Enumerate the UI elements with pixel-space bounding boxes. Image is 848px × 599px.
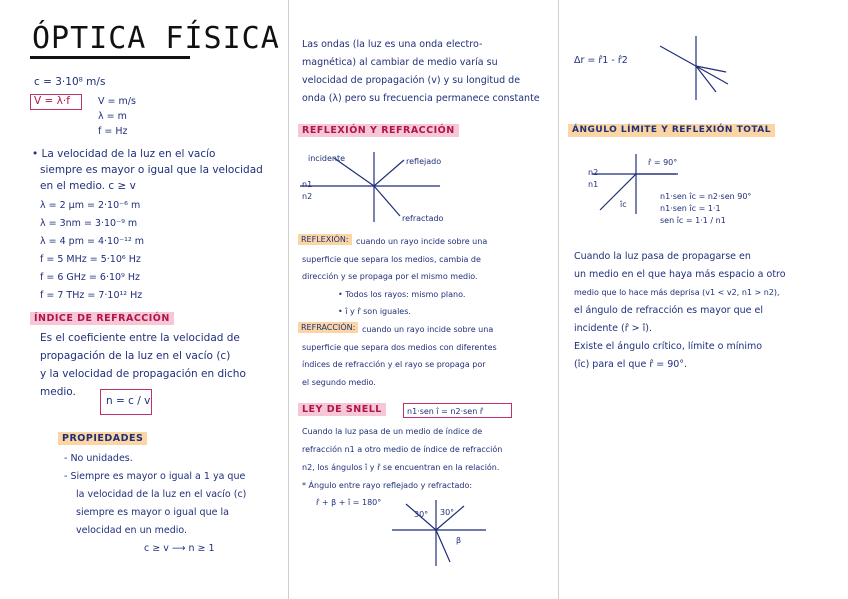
indice-heading: ÍNDICE DE REFRACCIÓN xyxy=(30,312,174,325)
wave-formula: V = λ·f xyxy=(34,95,70,107)
indice-text-2: propagación de la luz en el vacío (c) xyxy=(40,350,231,362)
bullet-line-3: en el medio. c ≥ v xyxy=(40,180,136,192)
refraccion-text-3: índices de refracción y el rayo se propaga por xyxy=(302,360,486,369)
prop-item-3: la velocidad de la luz en el vacío (c) xyxy=(76,489,247,500)
unit-lambda: λ = m xyxy=(98,111,127,122)
prop-item-4: siempre es mayor o igual que la xyxy=(76,507,229,518)
example-3: λ = 4 pm = 4·10⁻¹² m xyxy=(40,236,145,247)
snell-eq: r̂ + β + î = 180° xyxy=(316,498,382,507)
limite-eq-2: n1·sen îc = 1·1 xyxy=(660,204,721,213)
refraccion-text-4: el segundo medio. xyxy=(302,378,376,387)
limite-text-3: medio que lo hace más deprisa (v1 < v2, n1 > n2), xyxy=(574,288,780,297)
prop-final: c ≥ v ⟶ n ≥ 1 xyxy=(144,543,215,554)
snell-beta: β xyxy=(456,536,462,545)
indice-text-3: y la velocidad de propagación en dicho xyxy=(40,368,246,380)
reflexion-text-3: dirección y se propaga por el mismo medio. xyxy=(302,272,478,281)
snell-text-1: Cuando la luz pasa de un medio de índice de xyxy=(302,427,483,436)
angulo-limite-heading: ÁNGULO LÍMITE Y REFLEXIÓN TOTAL xyxy=(568,124,775,137)
limite-eq-3: sen îc = 1·1 / n1 xyxy=(660,216,726,225)
label-r90: r̂ = 90° xyxy=(648,158,678,167)
limite-eq-1: n1·sen îc = n2·sen 90° xyxy=(660,192,752,201)
example-6: f = 7 THz = 7·10¹² Hz xyxy=(40,290,143,301)
intro-3: velocidad de propagación (v) y su longitud de xyxy=(302,75,521,86)
bullet-line-2: siempre es mayor o igual que la velocidad xyxy=(40,164,263,176)
refraccion-label: REFRACCIÓN: xyxy=(298,322,358,333)
label-n2-c3: n2 xyxy=(588,168,599,177)
refraccion-text-2: superficie que separa dos medios con diferentes xyxy=(302,343,497,352)
title-underline xyxy=(30,56,190,59)
label-incidente: incidente xyxy=(308,154,346,163)
indice-text-1: Es el coeficiente entre la velocidad de xyxy=(40,332,240,344)
label-n1-c3: n1 xyxy=(588,180,599,189)
prop-item-5: velocidad en un medio. xyxy=(76,525,188,536)
example-2: λ = 3nm = 3·10⁻⁹ m xyxy=(40,218,138,229)
label-refractado: refractado xyxy=(402,214,444,223)
snell-text-3: n2, los ángulos î y r̂ se encuentran en la relación. xyxy=(302,463,500,472)
example-5: f = 6 GHz = 6·10⁹ Hz xyxy=(40,272,141,283)
page-title: ÓPTICA FÍSICA xyxy=(32,21,280,56)
limite-text-7: (îc) para el que r̂ = 90°. xyxy=(574,359,688,370)
example-1: λ = 2 μm = 2·10⁻⁶ m xyxy=(40,200,141,211)
limite-text-1: Cuando la luz pasa de propagarse en xyxy=(574,251,751,262)
speed-of-light: c = 3·10⁸ m/s xyxy=(34,76,106,88)
unit-v: V = m/s xyxy=(98,96,136,107)
delta-diagram xyxy=(656,34,736,104)
column-divider-1 xyxy=(288,0,289,599)
label-ic: îc xyxy=(620,200,627,209)
limite-text-6: Existe el ángulo crítico, límite o mínimo xyxy=(574,341,763,352)
intro-1: Las ondas (la luz es una onda electro- xyxy=(302,39,483,50)
reflexion-text-2: superficie que separa los medios, cambia de xyxy=(302,255,481,264)
limite-text-2: un medio en el que haya más espacio a otro xyxy=(574,269,786,280)
n-formula: n = c / v xyxy=(106,395,151,407)
snell-angle-2: 30° xyxy=(440,508,455,517)
label-n2: n2 xyxy=(302,192,313,201)
reflexion-bullet-1: • Todos los rayos: mismo plano. xyxy=(338,290,466,299)
bullet-line-1: • La velocidad de la luz en el vacío xyxy=(32,148,216,160)
snell-heading: LEY DE SNELL xyxy=(298,403,386,416)
snell-formula: n1·sen î = n2·sen r̂ xyxy=(407,407,484,416)
limite-text-4: el ángulo de refracción es mayor que el xyxy=(574,305,763,316)
indice-text-4: medio. xyxy=(40,386,76,398)
snell-note: * Ángulo entre rayo reflejado y refractado: xyxy=(302,481,473,490)
label-n1: n1 xyxy=(302,180,313,189)
example-4: f = 5 MHz = 5·10⁶ Hz xyxy=(40,254,141,265)
reflexion-bullet-2: • î y r̂ son iguales. xyxy=(338,307,411,316)
reflexion-refraccion-heading: REFLEXIÓN Y REFRACCIÓN xyxy=(298,124,459,137)
propiedades-heading: PROPIEDADES xyxy=(58,432,147,445)
column-divider-2 xyxy=(558,0,559,599)
delta-r: Δr = r̂1 - r̂2 xyxy=(574,55,628,66)
prop-item-2: - Siempre es mayor o igual a 1 ya que xyxy=(64,471,246,482)
intro-2: magnética) al cambiar de medio varía su xyxy=(302,57,498,68)
intro-4: onda (λ) pero su frecuencia permanece constante xyxy=(302,93,540,104)
unit-f: f = Hz xyxy=(98,126,128,137)
prop-item-1: - No unidades. xyxy=(64,453,133,464)
snell-text-2: refracción n1 a otro medio de índice de refracción xyxy=(302,445,503,454)
reflexion-text-1: cuando un rayo incide sobre una xyxy=(356,237,488,246)
snell-angle-1: 30° xyxy=(414,510,429,519)
label-reflejado: reflejado xyxy=(406,157,442,166)
reflexion-label: REFLEXIÓN: xyxy=(298,234,352,245)
refraccion-text-1: cuando un rayo incide sobre una xyxy=(362,325,494,334)
limite-text-5: incidente (r̂ > î). xyxy=(574,323,652,334)
